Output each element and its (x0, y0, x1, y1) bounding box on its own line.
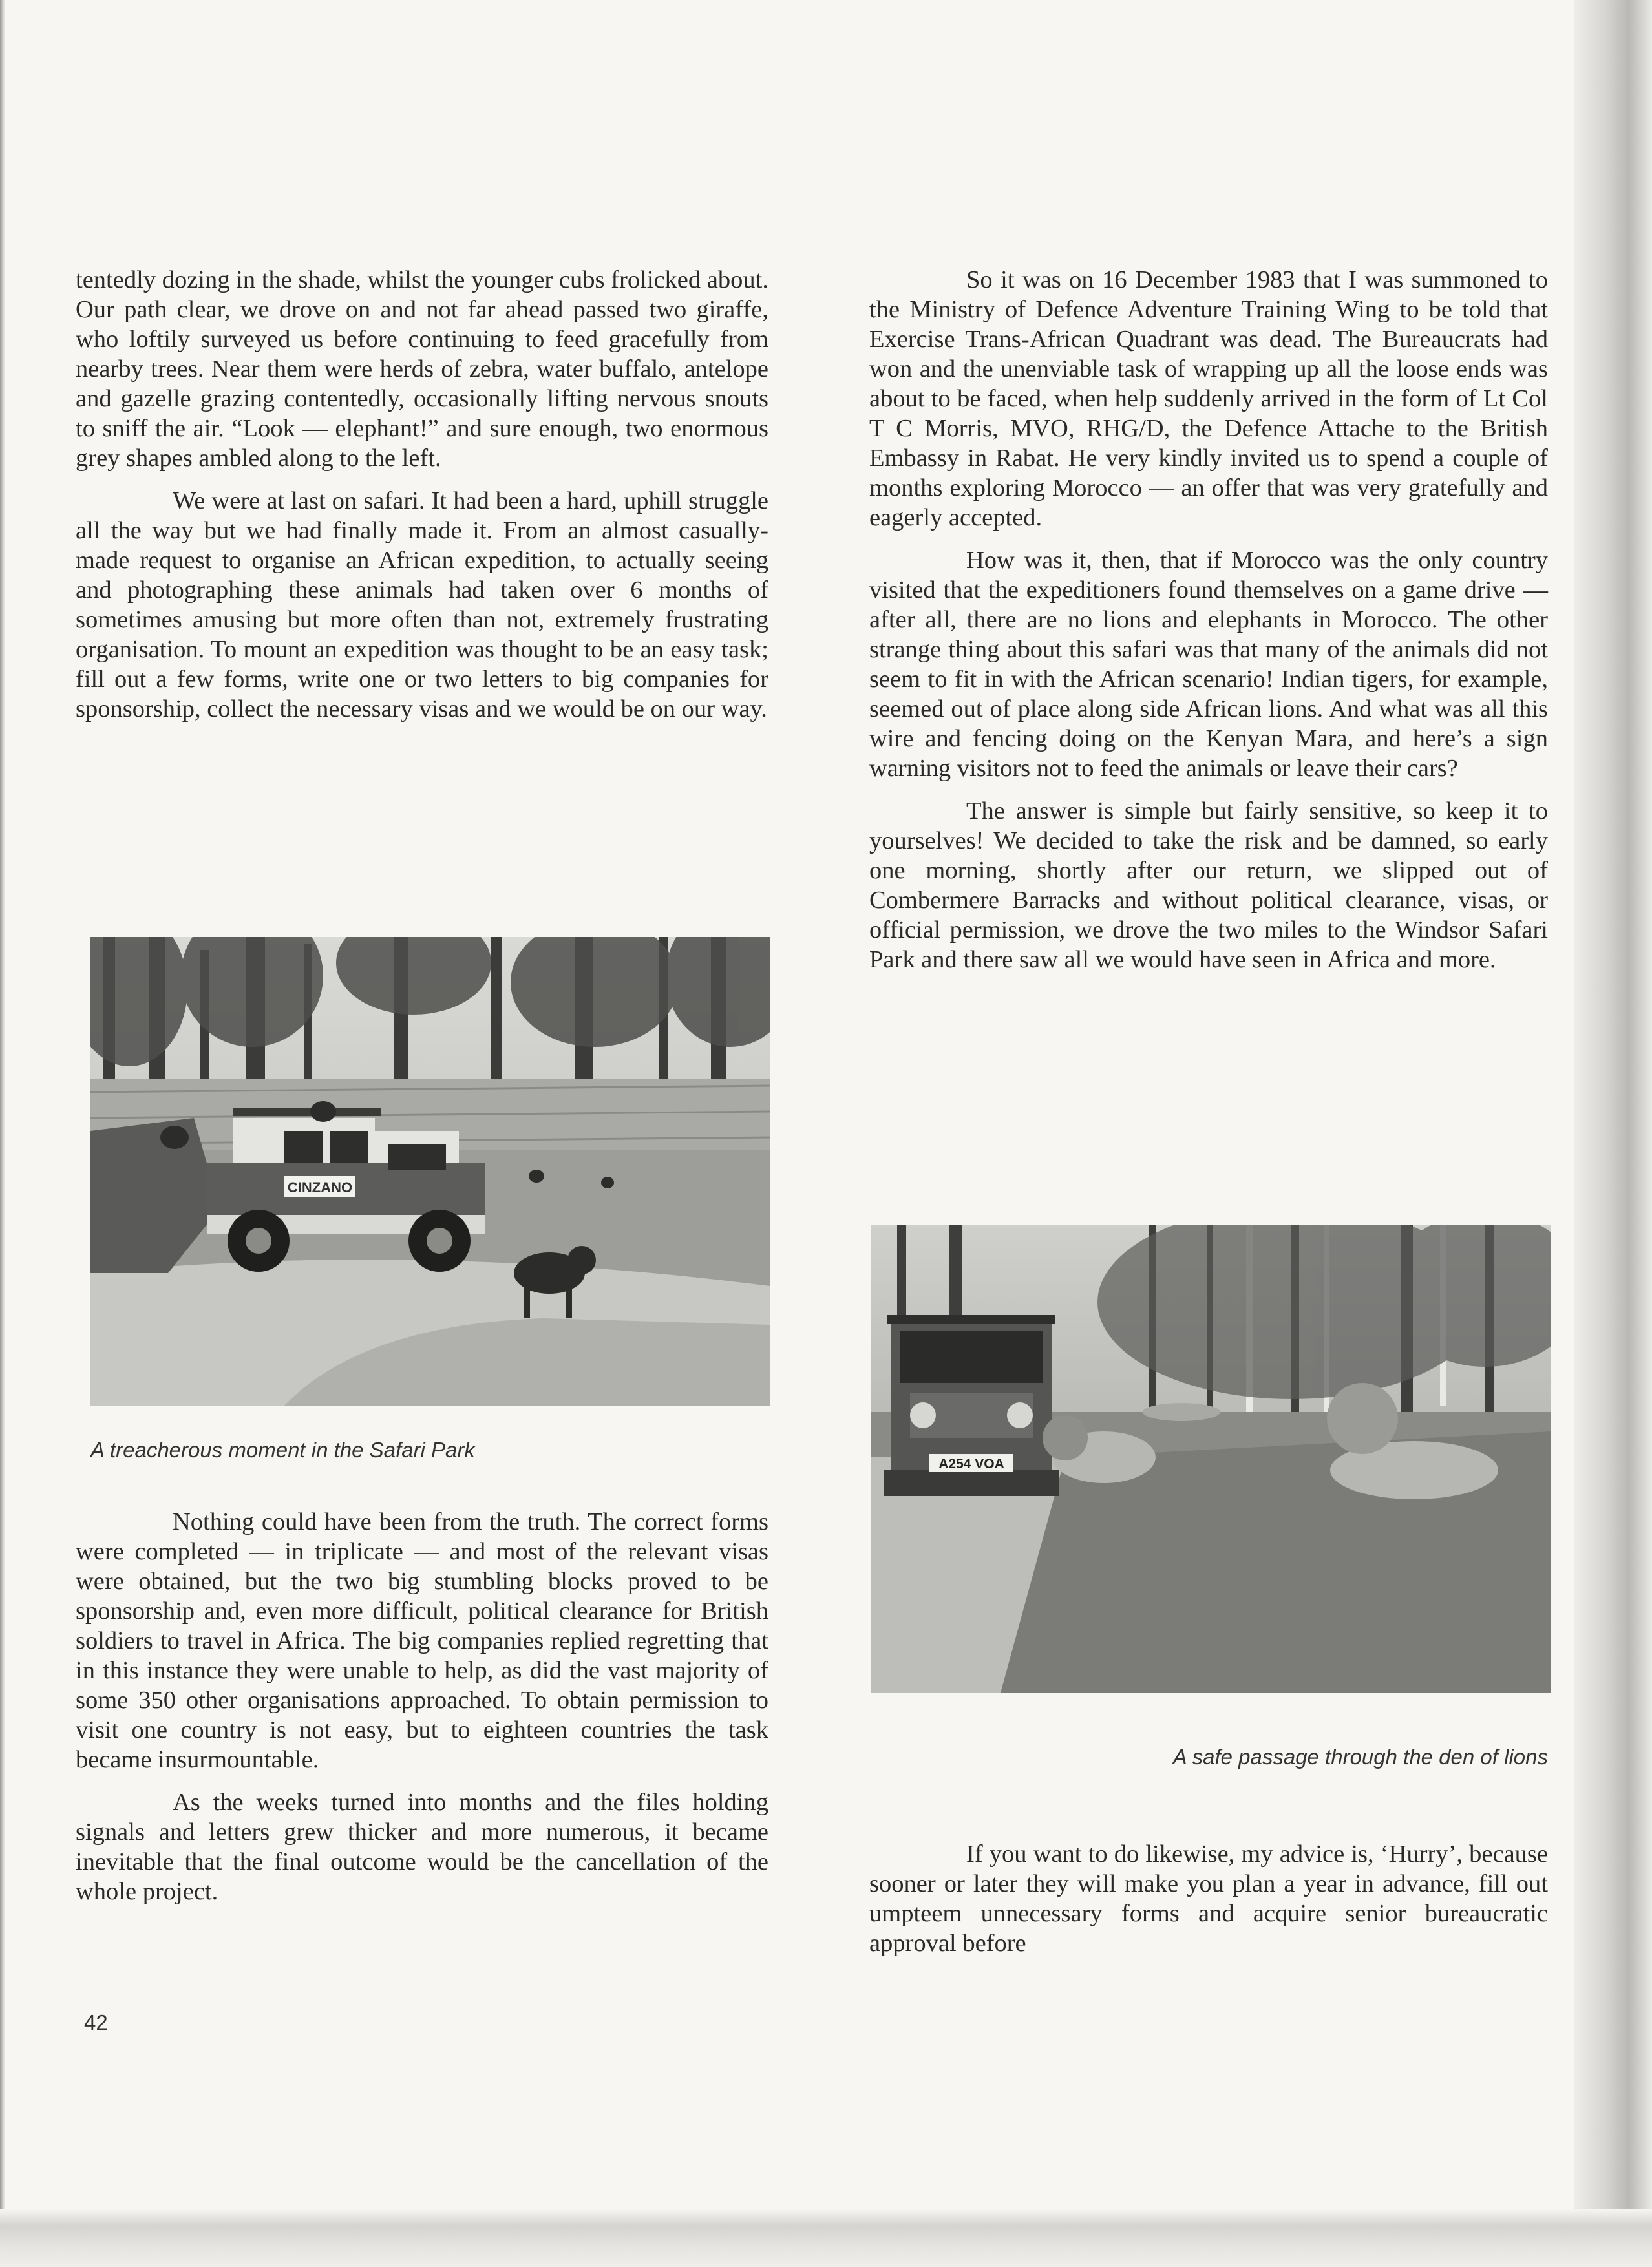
paragraph: So it was on 16 December 1983 that I was summoned to the Ministry of Defence Adventure Training Wing to be told that Exercise Trans-African Quadrant was dead. The Bureaucrats had won and the unenviable task of wrapping up all the loose ends was about to be faced, when help suddenly arrived in the form of Lt Col T C Morris, MVO, RHG/D, the Defence Attache to the British Embassy in Rabat. He very kindly invited us to spend a couple of months exploring Morocco — an offer that was very gratefully and eagerly accepted. (869, 266, 1548, 531)
right-column-top (869, 265, 1548, 975)
photo-caption-left: A treacherous moment in the Safari Park (90, 1438, 475, 1462)
page-bottom-edge (0, 2209, 1652, 2267)
page-right-edge (1574, 0, 1652, 2267)
left-column-bottom (76, 1507, 768, 1906)
page-number: 42 (84, 2010, 108, 2034)
paragraph: Nothing could have been from the truth. The correct forms were completed — in triplicate — and most of the relevant visas were obtained, but the two big stumbling blocks proved to be sponsorship and, even more difficult, political clearance for British soldiers to travel in Africa. The big companies replied regretting that in this instance they were unable to help, as did the vast majority of some 350 other organisations approached. To obtain permission to visit one country is not easy, but to eighteen countries the task became insurmountable. (76, 1508, 768, 1773)
photo-landrover-lions (871, 1225, 1551, 1693)
paragraph: We were at last on safari. It had been a hard, uphill struggle all the way but we had finally made it. From an almost casually-made request to organise an African expedition, to actually seeing and photographing these animals had taken over 6 months of sometimes amusing but more often than not, extremely frustrating organisation. To mount an expedition was thought to be an easy task; fill out a few forms, write one or two letters to big companies for sponsorship, collect the necessary visas and we would be on our way. (76, 487, 768, 722)
paragraph: tentedly dozing in the shade, whilst the younger cubs frolicked about. Our path clear, we drove on and not far ahead passed two giraffe, who loftily surveyed us before continuing to feed gracefully from nearby trees. Near them were herds of zebra, water buffalo, antelope and gazelle grazing contentedly, occasionally lifting nervous snouts to sniff the air. “Look — elephant!” and sure enough, two enormous grey shapes ambled along to the left. (76, 266, 768, 472)
photo-caption-right: A safe passage through the den of lions (1172, 1745, 1548, 1769)
right-column-bottom (869, 1839, 1548, 1958)
paragraph: How was it, then, that if Morocco was the only country visited that the expeditioners found themselves on a game drive — after all, there are no lions and elephants in Morocco. The other strange thing about this safari was that many of the animals did not seem to fit in with the African scenario! Indian tigers, for example, seemed out of place along side African lions. And what was all this wire and fencing doing on the Kenyan Mara, and here’s a sign warning visitors not to feed the animals or leave their cars? (869, 547, 1548, 782)
paragraph: The answer is simple but fairly sensitive, so keep it to yourselves! We decided to take the risk and be damned, so early one morning, shortly after our return, we slipped out of Combermere Barracks and without political clearance, visas, or official permission, we drove the two miles to the Windsor Safari Park and there saw all we would have seen in Africa and more. (869, 797, 1548, 973)
license-plate: A254 VOA (938, 1457, 1004, 1471)
paragraph: As the weeks turned into months and the files holding signals and letters grew thicker and more numerous, it became inevitable that the final outcome would be the cancellation of the whole project. (76, 1789, 768, 1905)
paragraph: If you want to do likewise, my advice is, ‘Hurry’, because sooner or later they will make you plan a year in advance, fill out umpteem unnecessary forms and acquire senior bureaucratic approval before (869, 1840, 1548, 1957)
photo-safari-landrover-baboons (90, 937, 770, 1406)
vehicle-label: CINZANO (287, 1179, 353, 1196)
page-left-edge (0, 0, 5, 2267)
left-column-top (76, 265, 768, 724)
